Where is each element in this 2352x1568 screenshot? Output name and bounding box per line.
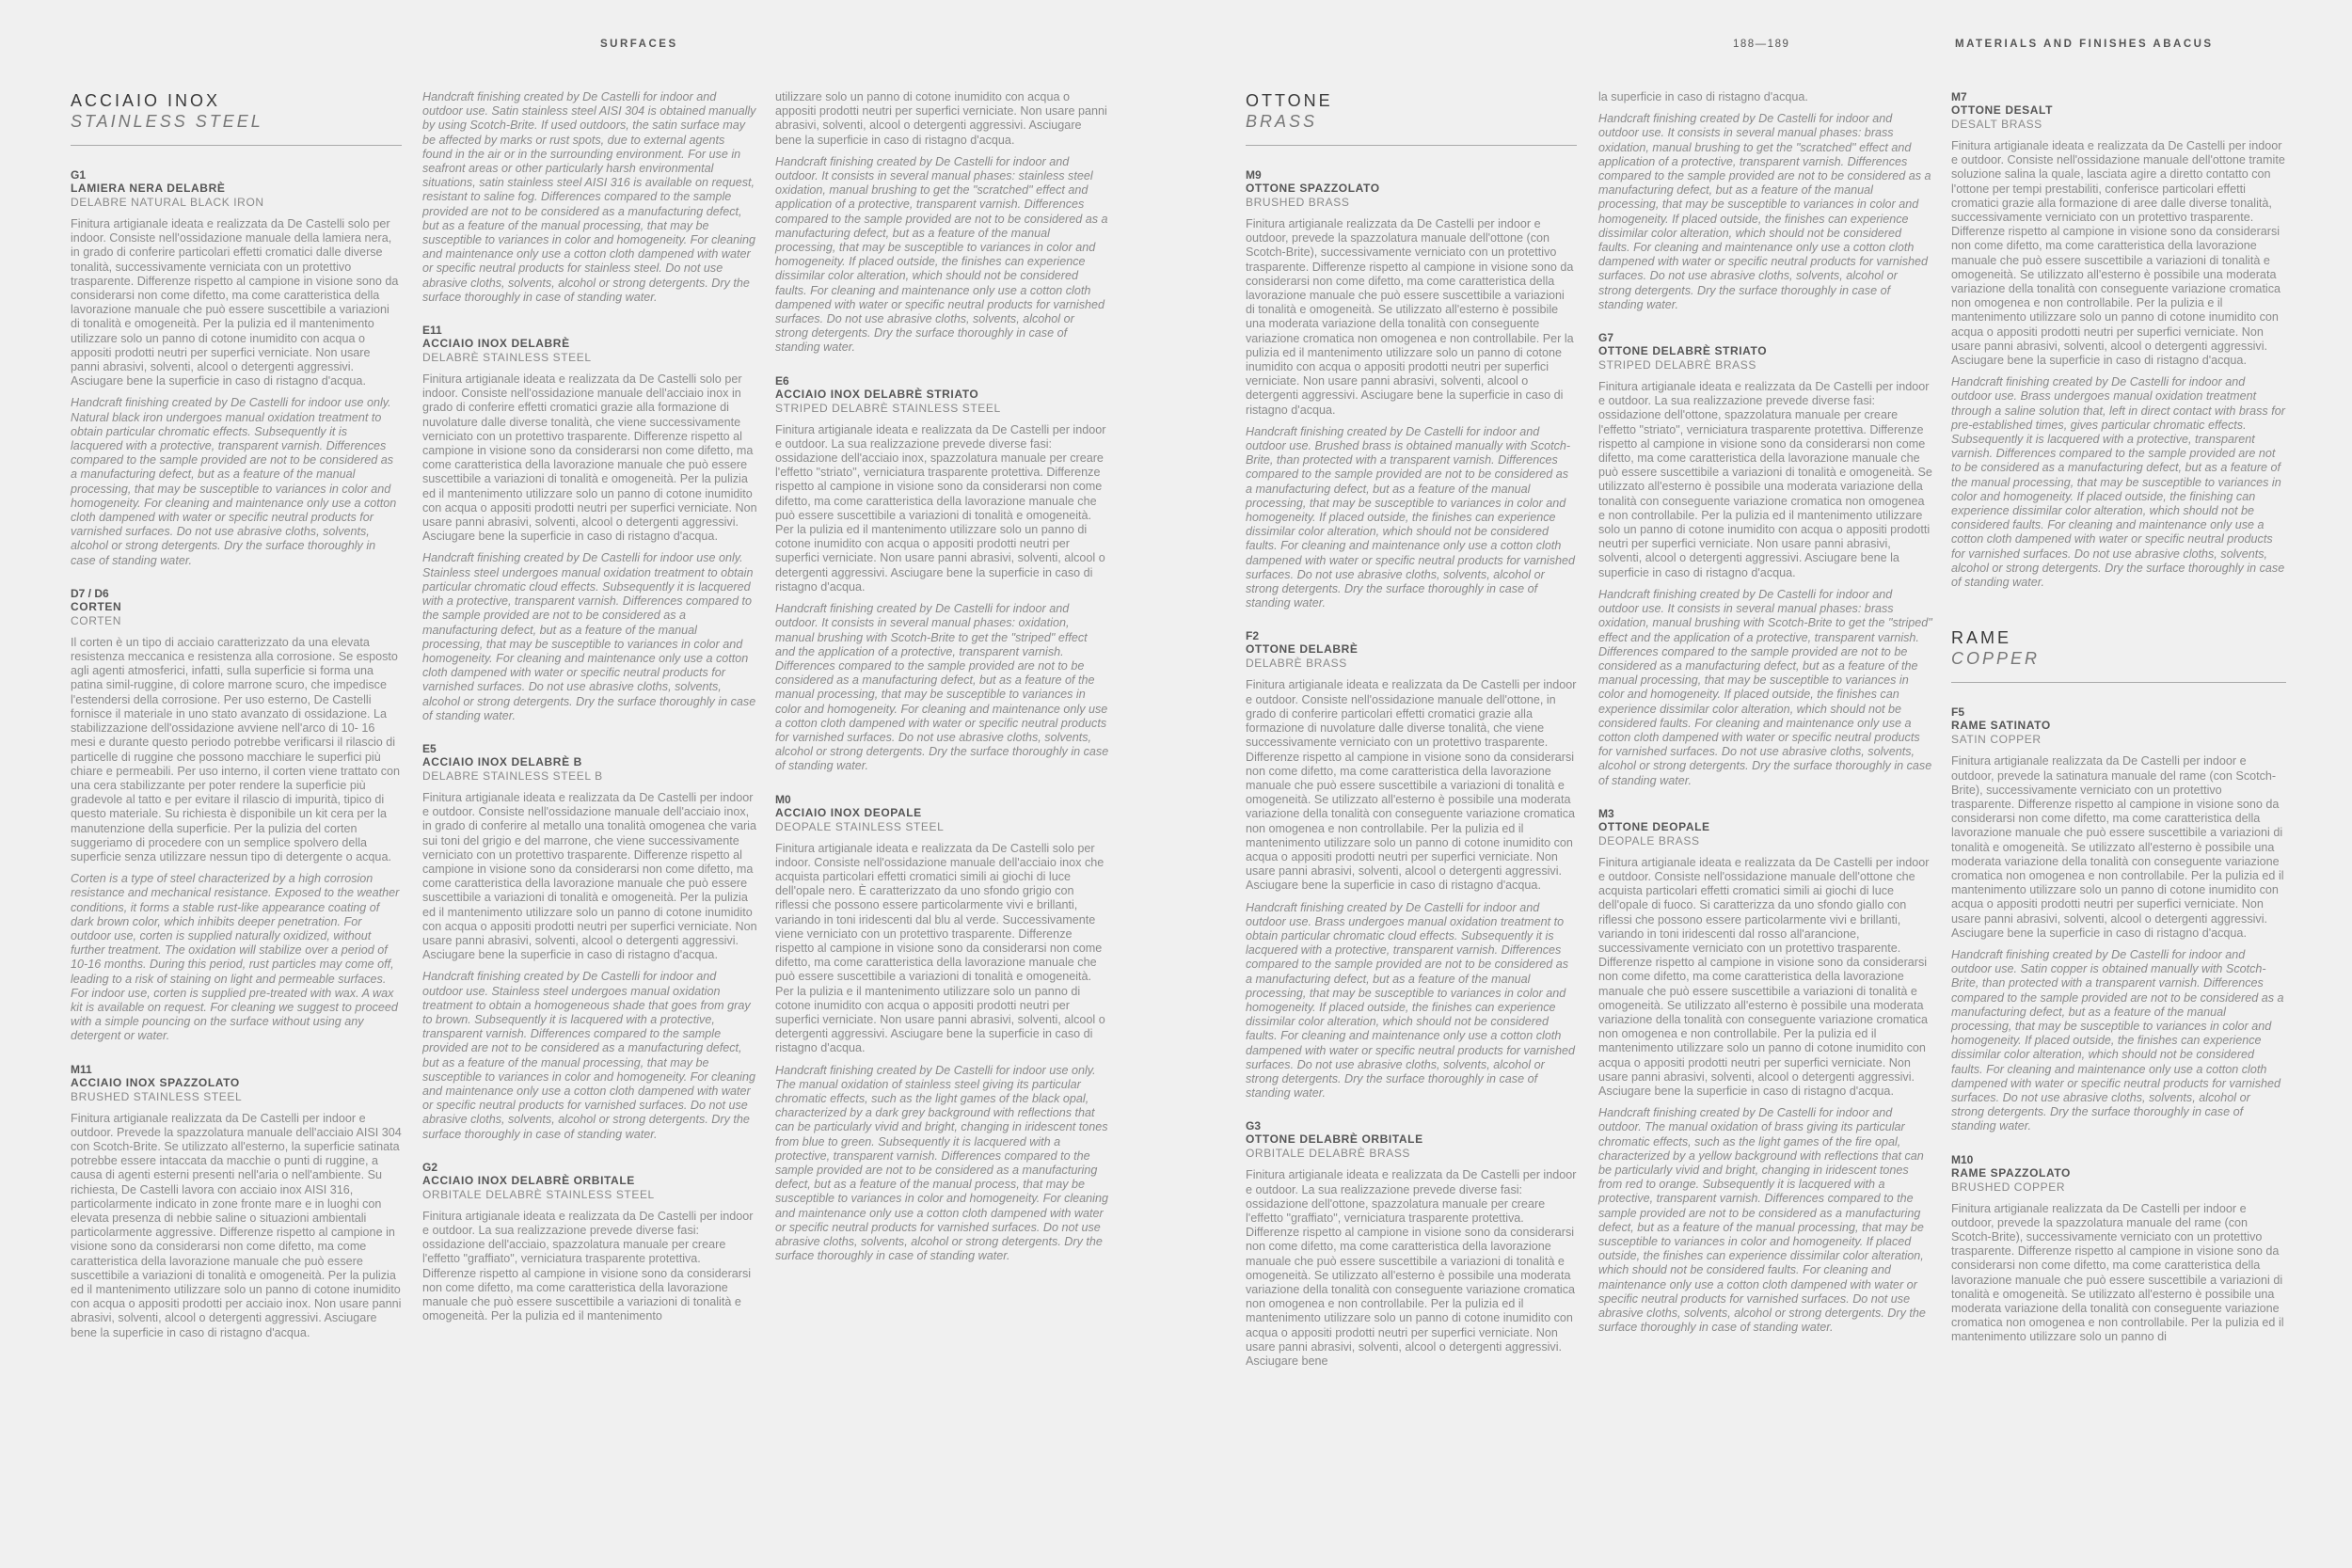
finish-english-name: DEOPALE BRASS <box>1598 833 1700 847</box>
header-page-numbers: 188—189 <box>1733 39 1790 50</box>
finish-name: CORTEN <box>71 599 122 613</box>
finish-english-name: CORTEN <box>71 613 122 627</box>
section-title-stainless: ACCIAIO INOX <box>71 91 221 110</box>
finish-code: F5 <box>1951 705 1965 720</box>
section-divider <box>71 145 402 146</box>
finish-code: G1 <box>71 168 87 182</box>
finish-code: E11 <box>422 324 442 338</box>
header-section-label: SURFACES <box>600 39 678 50</box>
finish-name: OTTONE DELABRÈ ORBITALE <box>1246 1132 1423 1147</box>
finish-name: RAME SPAZZOLATO <box>1951 1165 2071 1180</box>
finish-english-name: ORBITALE DELABRÈ BRASS <box>1246 1147 1411 1161</box>
finish-description-it-continued: la superficie in caso di ristagno d'acqua. <box>1598 90 1808 103</box>
finish-description-it: Finitura artigianale ideata e realizzata da De Castelli per indoor e outdoor. Consiste nell'ossidazione manuale dell'ottone tramite soluzione salina la quale, lasciata agire a diretto contatto con l'ottone per tempi prestabiliti, conferisce particolari effetti cromatici grazie alla formazione di aree dalle diverse tonalità, successivamente verniciato con un protettivo trasparente. Differenze rispetto al campione in visione sono da considerarsi non come difetto, ma come caratteristica della lavorazione manuale che può essere suscettibile a variazioni di tonalità e omogeneità. Se utilizzato all'esterno è possibile una moderata variazione della tonalità con conseguente variazione cromatica non omogenea e non controllabile. Per la pulizia e il mantenimento utilizzare solo un panno di cotone inumidito con acqua o appositi prodotti neutri per superfici verniciate. Non usare panni abrasivi, solventi, alcool o detergenti aggressivi. Asciugare bene la superficie in caso di ristagno d'acqua. <box>1951 139 2285 368</box>
column-2 <box>422 90 757 1331</box>
finish-english-name: STRIPED DELABRÈ STAINLESS STEEL <box>775 401 1001 415</box>
finish-english-name: DELABRÈ STAINLESS STEEL <box>422 351 592 365</box>
finish-description-en: Handcraft finishing created by De Castelli for indoor and outdoor use. Satin copper is obtained manually with Scotch-Brite, than protected with a transparent varnish. Differences compared to the sample provided are not to be considered as a manufacturing defect, but as a feature of the manual processing, that may be susceptible to variances in color and homogeneity. If placed outside, the finishes can experience dissimilar color alteration, which should not be considered faults. For cleaning and maintenance only use a cotton cloth dampened with water or specific neutral products for varnished surfaces. Do not use abrasive cloths, solvents, alcohol or strong detergents. Dry the surface thoroughly in case of standing water. <box>1951 947 2284 1133</box>
finish-code: M11 <box>71 1062 92 1076</box>
finish-name: OTTONE DESALT <box>1951 103 2054 117</box>
finish-english-name: DELABRE STAINLESS STEEL B <box>422 768 603 783</box>
finish-description-en: Handcraft finishing created by De Castelli for indoor and outdoor use. Stainless steel undergoes manual oxidation treatment to obtain a homogeneous shade that goes from gray to brown. Subsequently it is lacquered with a protective, transparent varnish. Differences compared to the sample provided are not to be considered as a manufacturing defect, but as a feature of the manual processing, that may be susceptible to variances in color and homogeneity. For cleaning and maintenance only use a cotton cloth dampened with water or specific neutral products for varnished surfaces. Do not use abrasive cloths, solvents, alcohol or strong detergents. Dry the surface thoroughly in case of standing water. <box>422 970 755 1141</box>
finish-description-it-continued: utilizzare solo un panno di cotone inumidito con acqua o appositi prodotti neutri per superfici verniciate. Non usare panni abrasivi, solventi, alcool o detergenti aggressivi. Asciugare bene la superficie in caso di ristagno d'acqua. <box>775 90 1107 147</box>
finish-code: G7 <box>1598 331 1614 345</box>
finish-code: M0 <box>775 792 791 806</box>
finish-name: ACCIAIO INOX DELABRÈ ORBITALE <box>422 1173 635 1187</box>
finish-description-it: Finitura artigianale realizzata da De Castelli per indoor e outdoor. Prevede la spazzolatura manuale dell'acciaio AISI 304 con Scotch-Brite. Se utilizzato all'esterno, la superficie satinata potrebbe essere intaccata da macchie o punti di ruggine, a causa di agenti esterni presenti nell'aria o nell'ambiente. Su richiesta, De Castelli lavora con acciaio inox AISI 316, particolarmente indicato in zone fronte mare e in luoghi con elevata presenza di nebbie saline o situazioni ambientali particolarmente aggressive. Differenze rispetto al campione in visione sono da considerarsi non come difetto, ma come caratteristica della lavorazione manuale che può essere suscettibile a variazioni di tonalità e omogeneità. Per la pulizia ed il mantenimento utilizzare solo un panno di cotone inumidito con acqua o appositi prodotti per acciaio inox. Non usare panni abrasivi, solventi, alcool o detergenti aggressivi. Asciugare bene la superficie in caso di ristagno d'acqua. <box>71 1111 402 1339</box>
finish-description-en: Handcraft finishing created by De Castelli for indoor and outdoor use. It consists in several manual phases: brass oxidation, manual brushing to get the "scratched" effect and application of a protective, transparent varnish. Differences compared to the sample provided are not to be considered as a manufacturing defect, but as a feature of the manual processing, that may be susceptible to variances in color and homogeneity. If placed outside, the finishes can experience dissimilar color alteration, which should not be considered faults. For cleaning and maintenance only use a cotton cloth dampened with water or specific neutral products for varnished surfaces. Do not use abrasive cloths, solvents, alcohol or strong detergents. Dry the surface thoroughly in case of standing water. <box>1598 112 1931 311</box>
column-5 <box>1598 90 1933 1342</box>
finish-description-en: Handcraft finishing created by De Castelli for indoor and outdoor use. It consists in several manual phases: brass oxidation, manual brushing with Scotch-Brite to get the "striped" effect and the application of a protective, transparent varnish. Differences compared to the sample provided are not to be considered as a manufacturing defect, but as a feature of the manual processing, that may be susceptible to variances in color and homogeneity. If placed outside, the finishes can experience dissimilar color alteration, which should not be considered faults. For cleaning and maintenance only use a cotton cloth dampened with water or specific neutral products for varnished surfaces. Do not use abrasive cloths, solvents, alcohol or strong detergents. Dry the surface thoroughly in case of standing water. <box>1598 587 1932 787</box>
finish-code: G3 <box>1246 1119 1262 1133</box>
finish-description-it: Finitura artigianale ideata e realizzata da De Castelli per indoor e outdoor. La sua realizzazione prevede diverse fasi: ossidazione dell'ottone, spazzolatura manuale per creare l'effetto "graffiato", verniciatura trasparente protettiva. Differenze rispetto al campione in visione sono da considerarsi non come difetto, ma come caratteristica della lavorazione manuale che può essere suscettibile a variazioni di tonalità e omogeneità. Se utilizzato all'esterno è possibile una moderata variazione della tonalità con conseguente variazione cromatica non omogenea e non controllabile. Per la pulizia ed il mantenimento utilizzare solo un panno di cotone inumidito con acqua o appositi prodotti neutri per superfici verniciate. Non usare panni abrasivi, solventi, alcool o detergenti aggressivi. Asciugare bene <box>1246 1168 1577 1369</box>
section-subtitle-brass: BRASS <box>1246 112 1318 131</box>
section-subtitle-copper: COPPER <box>1951 649 2041 669</box>
column-4 <box>1246 90 1577 1376</box>
finish-description-en: Handcraft finishing created by De Castelli for indoor and outdoor use. Brass undergoes manual oxidation treatment through a saline solution that, left in direct contact with brass for pre-established times, gives particular chromatic effects. Subsequently it is lacquered with a protective, transparent varnish. Differences compared to the sample provided are not to be considered as a manufacturing defect, but as a feature of the manual processing, that may be susceptible to variances in color and homogeneity. If placed outside, the finishing can experience dissimilar color alteration, which should not be considered faults. For cleaning and maintenance only use a cotton cloth dampened with water or specific neutral products for varnished surfaces. Do not use abrasive cloths, solvents, alcohol or strong detergents. Dry the surface thoroughly in case of standing water. <box>1951 375 2285 590</box>
finish-description-it: Finitura artigianale ideata e realizzata da De Castelli per indoor e outdoor. La sua realizzazione prevede diverse fasi: ossidazione dell'acciaio inox, spazzolatura manuale per creare l'effetto "striato", verniciatura trasparente protettiva. Differenze rispetto al campione in visione sono da considerarsi non come difetto, ma come caratteristica della lavorazione manuale che può essere suscettibile a variazioni di tonalità e omogeneità. Per la pulizia ed il mantenimento utilizzare solo un panno di cotone inumidito con acqua o appositi prodotti neutri per superfici verniciate. Non usare panni abrasivi, solventi, alcool o detergenti aggressivi. Asciugare bene la superficie in caso di ristagno d'acqua. <box>775 422 1106 594</box>
finish-english-name: BRUSHED STAINLESS STEEL <box>71 1089 243 1103</box>
section-title-brass: OTTONE <box>1246 91 1333 110</box>
finish-name: ACCIAIO INOX DELABRÈ STRIATO <box>775 387 979 401</box>
section-subtitle-stainless: STAINLESS STEEL <box>71 112 263 131</box>
finish-description-it: Finitura artigianale ideata e realizzata da De Castelli solo per indoor. Consiste nell'ossidazione manuale dell'acciaio inox in grado di conferire effetti cromatici grazie alla formazione di nuvolature dalle diverse tonalità, che viene successivamente verniciato con un protettivo trasparente. Differenze rispetto al campione in visione sono da considerarsi non come difetto, ma come caratteristica della lavorazione manuale che può essere suscettibile a variazioni di tonalità e omogeneità. Per la pulizia ed il mantenimento utilizzare solo un panno di cotone inumidito con acqua o appositi prodotti neutri per superfici verniciate. Non usare panni abrasivi, solventi, alcool o detergenti aggressivi. Asciugare bene la superficie in caso di ristagno d'acqua. <box>422 372 757 544</box>
finish-name: ACCIAIO INOX DELABRÈ B <box>422 754 582 768</box>
finish-code: E6 <box>775 373 789 388</box>
section-title-copper: RAME <box>1951 628 2012 648</box>
finish-description-en: Handcraft finishing created by De Castelli for indoor and outdoor. It consists in several manual phases: oxidation, manual brushing with Scotch-Brite to get the "striped" effect and the application of a protective, transparent varnish. Differences compared to the sample provided are not to be considered as a manufacturing defect, but as a feature of the manual processing, that may be susceptible to variances in color and homogeneity. For cleaning and maintenance only use a cotton cloth dampened with water or specific neutral products for varnished surfaces. Do not use abrasive cloths, solvents, alcohol or strong detergents. Dry the surface thoroughly in case of standing water. <box>775 602 1109 773</box>
finish-code: M7 <box>1951 90 1967 103</box>
finish-english-name: BRUSHED COPPER <box>1951 1180 2066 1194</box>
finish-description-en: Handcraft finishing created by De Castelli for indoor use only. The manual oxidation of stainless steel giving its particular chromatic effects, such as the light games of the black opal, characterized by a dark grey background with reflections that can be particularly vivid and bright, changing in iridescent tones from blue to green. Subsequently it is lacquered with a protective, transparent varnish. Differences compared to the sample provided are not to be considered as a manufacturing defect, but as a feature of the manual process, that may be susceptible to variances in color and homogeneity. For cleaning and maintenance only use a cotton cloth dampened with water or specific neutral products for varnished surfaces. Do not use abrasive cloths, solvents, alcohol or strong detergents. Dry the surface thoroughly in case of standing water. <box>775 1063 1108 1263</box>
finish-description-it: Finitura artigianale ideata e realizzata da De Castelli solo per indoor. Consiste nell'ossidazione manuale dell'acciaio inox che acquista particolari effetti cromatici simili ai giochi di luce dell'opale nero. È caratterizzato da uno sfondo grigio con riflessi che possono essere particolarmente vivi e brillanti, variando in toni iridescenti dal blu al verde. Successivamente viene verniciato con un protettivo trasparente. Differenze rispetto al campione in visione sono da considerarsi non come difetto, ma come caratteristica della lavorazione manuale che può essere suscettibile a variazioni di tonalità e omogeneità. Per la pulizia e il mantenimento utilizzare solo un panno di cotone inumidito con acqua o appositi prodotti neutri per superfici verniciate. Non usare panni abrasivi, solventi, alcool o detergenti aggressivi. Asciugare bene la superficie in caso di ristagno d'acqua. <box>775 841 1105 1055</box>
finish-english-name: STRIPED DELABRÈ BRASS <box>1598 358 1756 372</box>
finish-description-en: Corten is a type of steel characterized by a high corrosion resistance and mechanical resistance. Exposed to the weather conditions, it forms a stable rust-like appearance coating of dark brown color, which inhibits deeper penetration. For outdoor use, corten is supplied naturally oxidized, without further treatment. The oxidation will stabilize over a period of 10-16 months. During this period, rust particles may come off, leading to a risk of staining on light and permeable surfaces. For indoor use, corten is supplied pre-treated with wax. A wax kit is available on request. For cleaning we suggest to proceed with a simple pouncing on the surface without using any detergent or water. <box>71 872 400 1043</box>
finish-code: M10 <box>1951 1152 1974 1166</box>
finish-english-name: SATIN COPPER <box>1951 733 2042 747</box>
finish-name: OTTONE DELABRÈ STRIATO <box>1598 344 1768 358</box>
finish-name: ACCIAIO INOX DEOPALE <box>775 805 922 819</box>
finish-english-name: DESALT BRASS <box>1951 118 2042 131</box>
finish-description-it: Finitura artigianale realizzata da De Castelli per indoor e outdoor, prevede la satinatura manuale del rame (con Scotch-Brite), successivamente verniciato con un protettivo trasparente. Differenze rispetto al campione in visione sono da considerarsi non come difetto, ma come caratteristica della lavorazione manuale che può essere suscettibile a variazioni di tonalità e omogeneità. Se utilizzato all'esterno è possibile una moderata variazione della tonalità con conseguente variazione cromatica non omogenea e non controllabile. Per la pulizia ed il mantenimento utilizzare solo un panno di cotone inumidito con acqua o appositi prodotti neutri per superfici verniciate. Non usare panni abrasivi, solventi, alcool o detergenti aggressivi. Asciugare bene la superficie in caso di ristagno d'acqua. <box>1951 754 2284 940</box>
finish-description-it: Finitura artigianale realizzata da De Castelli per indoor e outdoor, prevede la spazzolatura manuale del rame (con Scotch-Brite), successivamente verniciato con un protettivo trasparente. Differenze rispetto al campione in visione sono da considerarsi non come difetto, ma come caratteristica della lavorazione manuale che può essere suscettibile a variazioni di tonalità e omogeneità. Se utilizzato all'esterno è possibile una moderata variazione della tonalità con conseguente variazione cromatica non omogenea e non controllabile. Per la pulizia ed il mantenimento utilizzare solo un panno di <box>1951 1201 2284 1344</box>
finish-description-en: Handcraft finishing created by De Castelli for indoor and outdoor. The manual oxidation of brass giving its particular chromatic effects, such as the light games of the fire opal, characterized by a yellow background with reflections that can be particularly vivid and bright, changing in iridescent tones from red to orange. Subsequently it is lacquered with a protective, transparent varnish. Differences compared to the sample provided are not to be considered as a manufacturing defect, but as a feature of the manual processing, that may be susceptible to variances in color and homogeneity. If placed outside, the finishes can experience dissimilar color alteration, which should not be considered faults. For cleaning and maintenance only use a cotton cloth dampened with water or specific neutral products for varnished surfaces. Do not use abrasive cloths, solvents, alcohol or strong detergents. Dry the surface thoroughly in case of standing water. <box>1598 1106 1926 1335</box>
finish-description-it: Finitura artigianale ideata e realizzata da De Castelli per indoor e outdoor. Consiste nell'ossidazione manuale dell'ottone che acquista particolari effetti cromatici simili ai giochi di luce dell'opale di fuoco. Si caratterizza da uno sfondo giallo con riflessi che possono essere particolarmente vivi e brillanti, variando in toni iridescenti dal rosso all'arancione, successivamente verniciato con un protettivo trasparente. Differenze rispetto al campione in visione sono da considerarsi non come difetto, ma come caratteristica della lavorazione manuale che può essere suscettibile a variazioni di tonalità e omogeneità. Se utilizzato all'esterno è possibile una moderata variazione della tonalità con conseguente variazione cromatica non omogenea e non controllabile. Per la pulizia ed il mantenimento utilizzare solo un panno di cotone inumidito con acqua o appositi prodotti neutri per superfici verniciate. Non usare panni abrasivi, solventi, alcool o detergenti aggressivi. Asciugare bene la superficie in caso di ristagno d'acqua. <box>1598 855 1930 1098</box>
finish-name: RAME SATINATO <box>1951 719 2051 733</box>
finish-description-en: Handcraft finishing created by De Castelli for indoor and outdoor use. Satin stainless steel AISI 304 is obtained manually by using Scotch-Brite. If used outdoors, the satin surface may be affected by marks or rust spots, due to external agents found in the air or in the surrounding environment. For use in seafront areas or other particularly harsh environmental situations, satin stainless steel AISI 316 is available on request, resistant to saline fog. Differences compared to the sample provided are not to be considered as a manufacturing defect, but as a feature of the manual processing, that may be susceptible to variances in color and homogeneity. For cleaning and maintenance only use a cotton cloth dampened with water or specific neutral products for stainless steel. Do not use abrasive cloths, solvents, alcohol or strong detergents. Dry the surface thoroughly in case of standing water. <box>422 90 756 304</box>
finish-code: D7 / D6 <box>71 586 109 600</box>
finish-description-en: Handcraft finishing created by De Castelli for indoor use only. Stainless steel undergoes manual oxidation treatment to obtain particular chromatic cloud effects. Subsequently it is lacquered with a protective, transparent varnish. Differences compared to the sample provided are not to be considered as a manufacturing defect, but as a feature of the manual processing, that may be susceptible to variances in color and homogeneity. For cleaning and maintenance only use a cotton cloth dampened with water or specific neutral products for varnished surfaces. Do not use abrasive cloths, solvents, alcohol or strong detergents. Dry the surface thoroughly in case of standing water. <box>422 551 756 722</box>
finish-description-en: Handcraft finishing created by De Castelli for indoor and outdoor use. Brushed brass is obtained manually with Scotch-Brite, than protected with a transparent varnish. Differences compared to the sample provided are not to be considered as a manufacturing defect, but as a feature of the manual processing, that may be susceptible to variances in color and homogeneity. If placed outside, the finishes can experience dissimilar color alteration, which should not be considered faults. For cleaning and maintenance only use a cotton cloth dampened with water or specific neutral products for varnished surfaces. Do not use abrasive cloths, solvents, alcohol or strong detergents. Dry the surface thoroughly in case of standing water. <box>1246 424 1576 610</box>
finish-code: G2 <box>422 1160 438 1174</box>
finish-description-it: Finitura artigianale ideata e realizzata da De Castelli per indoor e outdoor. La sua realizzazione prevede diverse fasi: ossidazione dell'acciaio, spazzolatura manuale per creare l'effetto "graffiato", verniciatura trasparente protettiva. Differenze rispetto al campione in visione sono da considerarsi non come difetto, ma come caratteristica della lavorazione manuale che può essere suscettibile a variazioni di tonalità e omogeneità. Per la pulizia ed il mantenimento <box>422 1209 754 1323</box>
finish-description-it: Il corten è un tipo di acciaio caratterizzato da una elevata resistenza meccanica e resistenza alla corrosione. Se esposto agli agenti atmosferici, infatti, sulla superficie si forma una patina simil-ruggine, di colore marrone scuro, che impedisce l'estendersi della corrosione. Per uso esterno, De Castelli fornisce il materiale in uno stato avanzato di ossidazione. La stabilizzazione dell'ossidazione avviene nell'arco di 10- 16 mesi e durante questo periodo potrebbe verificarsi il rilascio di particelle di ruggine che possono macchiare le superfici più chiare e permeabili. Per uso interno, il corten viene trattato con una cera stabilizzante per poter rendere la superficie più gradevole al tatto e per evitare il rilascio di impurità, tipico di questo materiale. Su richiesta è disponibile un kit cera per la manutenzione della superficie. Per la pulizia del corten suggeriamo di procedere con un semplice spolvero della superficie senza utilizzare nessun tipo di detergente o acqua. <box>71 635 401 863</box>
finish-description-en: Handcraft finishing created by De Castelli for indoor use only. Natural black iron undergoes manual oxidation treatment to obtain particular chromatic effects. Subsequently it is lacquered with a protective, transparent varnish. Differences compared to the sample provided are not to be considered as a manufacturing defect, but as a feature of the manual processing, that may be susceptible to variances in color and homogeneity. For cleaning and maintenance only use a cotton cloth dampened with water or specific neutral products for varnished surfaces. Do not use abrasive cloths, solvents, alcohol or strong detergents. Dry the surface thoroughly in case of standing water. <box>71 396 397 567</box>
column-6 <box>1951 90 2286 1353</box>
section-divider <box>1951 682 2286 683</box>
finish-description-en: Handcraft finishing created by De Castelli for indoor and outdoor use. Brass undergoes manual oxidation treatment to obtain particular chromatic cloud effects. Subsequently it is lacquered with a protective, transparent varnish. Differences compared to the sample provided are not to be considered as a manufacturing defect, but as a feature of the manual processing, that may be susceptible to variances in color and homogeneity. If placed outside, the finishes can experience dissimilar color alteration, which should not be considered faults. For cleaning and maintenance only use a cotton cloth dampened with water or specific neutral products for varnished surfaces. Do not use abrasive cloths, solvents, alcohol or strong detergents. Dry the surface thoroughly in case of standing water. <box>1246 900 1576 1101</box>
finish-english-name: ORBITALE DELABRÈ STAINLESS STEEL <box>422 1187 655 1201</box>
finish-code: M9 <box>1246 168 1262 182</box>
finish-description-it: Finitura artigianale ideata e realizzata da De Castelli per indoor e outdoor. La sua realizzazione prevede diverse fasi: ossidazione dell'ottone, spazzolatura manuale per creare l'effetto "striato", verniciatura trasparente protettiva. Differenze rispetto al campione in visione sono da considerarsi non come difetto, ma come caratteristica della lavorazione manuale che può essere suscettibile a variazioni di tonalità e omogeneità. Se utilizzato all'esterno è possibile una moderata variazione della tonalità con conseguente variazione cromatica non omogenea e non controllabile. Per la pulizia ed il mantenimento utilizzare solo un panno di cotone inumidito con acqua o appositi prodotti neutri per superfici verniciate. Non usare panni abrasivi, solventi, alcool o detergenti aggressivi. Asciugare bene la superficie in caso di ristagno d'acqua. <box>1598 380 1932 579</box>
finish-description-it: Finitura artigianale ideata e realizzata da De Castelli per indoor e outdoor. Consiste nell'ossidazione manuale dell'acciaio inox, in grado di conferire al metallo una tonalità omogenea che varia sui toni del grigio e del marrone, che viene successivamente verniciato con un protettivo trasparente. Differenze rispetto al campione in visione sono da considerarsi non come difetto, ma come caratteristica della lavorazione manuale che può essere suscettibile a variazioni di tonalità e omogeneità. Per la pulizia ed il mantenimento utilizzare solo un panno di cotone inumidito con acqua o appositi prodotti neutri per superfici verniciate. Non usare panni abrasivi, solventi, alcool o detergenti aggressivi. Asciugare bene la superficie in caso di ristagno d'acqua. <box>422 790 757 962</box>
finish-english-name: DEOPALE STAINLESS STEEL <box>775 819 945 833</box>
finish-name: ACCIAIO INOX SPAZZOLATO <box>71 1075 240 1089</box>
finish-name: OTTONE DELABRÈ <box>1246 642 1359 657</box>
finish-name: ACCIAIO INOX DELABRÈ <box>422 337 570 351</box>
finish-description-it: Finitura artigianale realizzata da De Castelli per indoor e outdoor, prevede la spazzolatura manuale dell'ottone (con Scotch-Brite), successivamente verniciato con un protettivo trasparente. Differenze rispetto al campione in visione sono da considerarsi non come difetto, ma come caratteristica della lavorazione manuale che può essere suscettibile a variazioni di tonalità e omogeneità. Se utilizzato all'esterno è possibile una moderata variazione della tonalità con conseguente variazione cromatica non omogenea e non controllabile. Per la pulizia ed il mantenimento utilizzare solo un panno di cotone inumidito con acqua o appositi prodotti neutri per superfici verniciate. Non usare panni abrasivi, solventi, alcool o detergenti aggressivi. Asciugare bene la superficie in caso di ristagno d'acqua. <box>1246 217 1574 417</box>
finish-english-name: DELABRÈ BRASS <box>1246 657 1347 671</box>
section-divider <box>1246 145 1577 146</box>
finish-description-it: Finitura artigianale ideata e realizzata da De Castelli solo per indoor. Consiste nell'ossidazione manuale della lamiera nera, in grado di conferire particolari effetti cromatici dalle diverse tonalità, successivamente verniciata con un protettivo trasparente. Differenze rispetto al campione in visione sono da considerarsi non come difetto, ma come caratteristica della lavorazione manuale che può essere suscettibile a variazioni di tonalità e omogeneità. Per la pulizia ed il mantenimento utilizzare solo un panno di cotone inumidito con acqua o appositi prodotti neutri per superfici verniciate. Non usare panni abrasivi, solventi, alcool o detergenti aggressivi. Asciugare bene la superficie in caso di ristagno d'acqua. <box>71 217 399 388</box>
finish-code: E5 <box>422 741 437 755</box>
header-abacus-title: MATERIALS AND FINISHES ABACUS <box>1955 39 2214 50</box>
column-1 <box>71 90 402 1348</box>
finish-code: M3 <box>1598 806 1614 820</box>
finish-code: F2 <box>1246 629 1260 643</box>
finish-english-name: BRUSHED BRASS <box>1246 196 1350 209</box>
finish-name: LAMIERA NERA DELABRÈ <box>71 182 226 195</box>
column-3 <box>775 90 1110 1271</box>
finish-description-en: Handcraft finishing created by De Castelli for indoor and outdoor. It consists in several manual phases: stainless steel oxidation, manual brushing to get the "scratched" effect and application of a protective, transparent varnish. Differences compared to the sample provided are not to be considered as a manufacturing defect, but as a feature of the manual processing, that may be susceptible to variances in color and homogeneity. If placed outside, the finishes can experience dissimilar color alteration, which should not be considered faults. For cleaning and maintenance only use a cotton cloth dampened with water or specific neutral products for varnished surfaces. Do not use abrasive cloths, solvents, alcohol or strong detergents. Dry the surface thoroughly in case of standing water. <box>775 154 1108 355</box>
finish-english-name: DELABRE NATURAL BLACK IRON <box>71 196 264 209</box>
finish-description-it: Finitura artigianale ideata e realizzata da De Castelli per indoor e outdoor. Consiste nell'ossidazione manuale dell'ottone, in grado di conferire particolari effetti cromatici grazie alla formazione di nuvolature dalle diverse tonalità, che viene successivamente verniciato con un protettivo trasparente. Differenze rispetto al campione in visione sono da considerarsi non come difetto, ma come caratteristica della lavorazione manuale che può essere suscettibile a variazioni di tonalità e omogeneità. Se utilizzato all'esterno è possibile una moderata variazione della tonalità con conseguente variazione cromatica non omogenea e non controllabile. Per la pulizia ed il mantenimento utilizzare solo un panno di cotone inumidito con acqua o appositi prodotti neutri per superfici verniciate. Non usare panni abrasivi, solventi, alcool o detergenti aggressivi. Asciugare bene la superficie in caso di ristagno d'acqua. <box>1246 678 1577 893</box>
finish-name: OTTONE SPAZZOLATO <box>1246 182 1380 195</box>
finish-name: OTTONE DEOPALE <box>1598 819 1710 833</box>
